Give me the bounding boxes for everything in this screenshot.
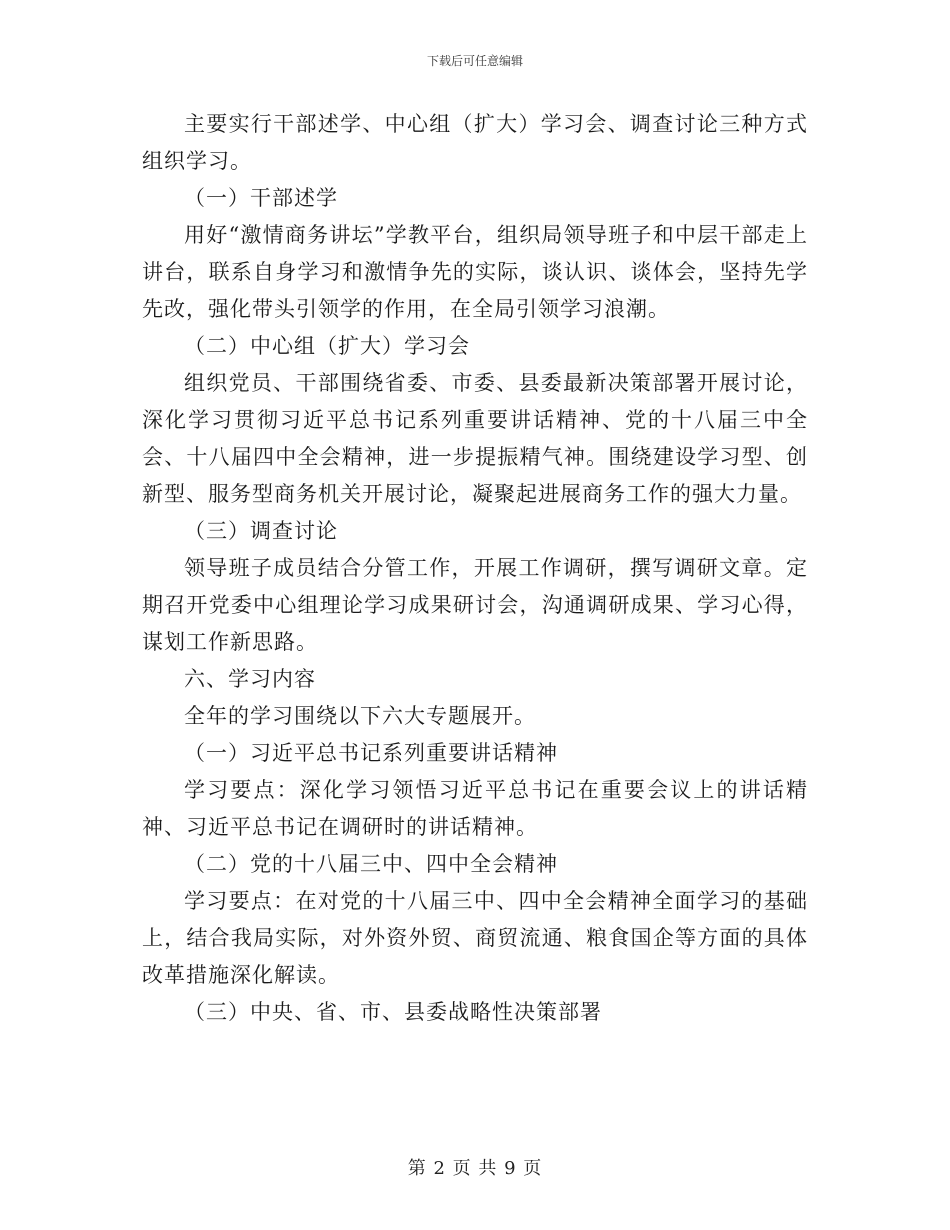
section-heading: （一）习近平总书记系列重要讲话精神 (184, 741, 558, 765)
section-heading: （三）调查讨论 (184, 519, 338, 543)
paragraph: 组织党员、干部围绕省委、市委、县委最新决策部署开展讨论，深化学习贯彻习近平总书记系列重要讲话精神、党的十八届三中全会、十八届四中全会精神，进一步提振精气神。围绕建设学习型、创新型、服务型商务机关开展讨论，凝聚起进展商务工作的强大力量。 (142, 371, 808, 506)
paragraph: 全年的学习围绕以下六大专题展开。 (184, 704, 536, 728)
paragraph: 用好“激情商务讲坛”学教平台，组织局领导班子和中层干部走上讲台，联系自身学习和激情争先的实际，谈认识、谈体会，坚持先学先改，强化带头引领学的作用，在全局引领学习浪潮。 (142, 223, 808, 321)
section-heading: （二）中心组（扩大）学习会 (184, 334, 470, 358)
paragraph: 学习要点：深化学习领悟习近平总书记在重要会议上的讲话精神、习近平总书记在调研时的讲话精神。 (142, 778, 808, 839)
section-heading: （二）党的十八届三中、四中全会精神 (184, 852, 558, 876)
document-body (142, 106, 808, 1031)
section-heading: 六、学习内容 (184, 667, 316, 691)
paragraph: 领导班子成员结合分管工作，开展工作调研，撰写调研文章。定期召开党委中心组理论学习成果研讨会，沟通调研成果、学习心得，谋划工作新思路。 (142, 556, 808, 654)
page-number: 第 2 页 共 9 页 (407, 1158, 543, 1179)
section-heading: （一）干部述学 (184, 186, 338, 210)
paragraph: 主要实行干部述学、中心组（扩大）学习会、调查讨论三种方式组织学习。 (142, 112, 808, 173)
section-heading: （三）中央、省、市、县委战略性决策部署 (184, 1000, 602, 1024)
page-header: 下载后可任意编辑 (426, 54, 523, 68)
paragraph: 学习要点：在对党的十八届三中、四中全会精神全面学习的基础上，结合我局实际，对外资外贸、商贸流通、粮食国企等方面的具体改革措施深化解读。 (142, 889, 808, 987)
